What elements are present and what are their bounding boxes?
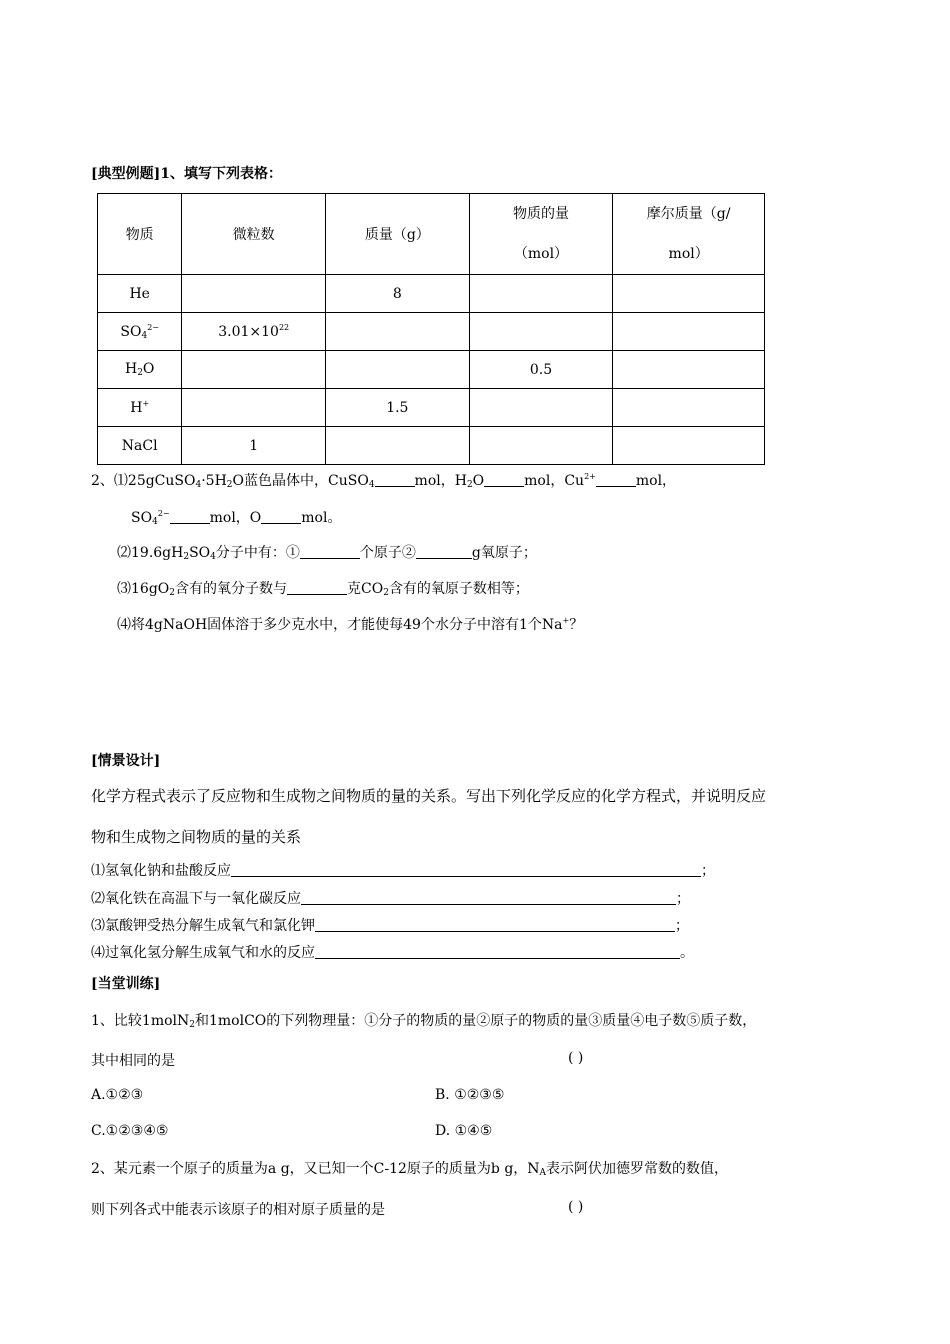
answer-blank[interactable] [596, 472, 636, 487]
table-row [98, 313, 765, 351]
answer-blank[interactable] [170, 509, 210, 524]
answer-blank[interactable] [300, 544, 360, 559]
q2-part2: $⑵19.6gH_2SO_4$分子中有：① 个原子② g氧原子； [117, 545, 537, 562]
practice-q1-line2: 其中相同的是 [91, 1053, 175, 1069]
table-row [98, 427, 765, 465]
answer-blank[interactable] [375, 472, 415, 487]
q2-part1-line1: 2、$⑴25gCuSO_4\cdot 5H_2O$蓝色晶体中，CuSO$_4$ mol，$H_2O$ mol，$Cu^{2+}$ mol， [91, 472, 677, 490]
cell-molar [613, 389, 765, 427]
cell-moles [469, 389, 613, 427]
equation-blank[interactable] [315, 917, 675, 932]
answer-blank[interactable] [484, 472, 524, 487]
practice-q2-line1: 2、某元素一个原子的质量为a g，又已知一个C-12原子的质量为b g，$N_A$表示阿伏加德罗常数的数值， [91, 1161, 729, 1178]
cell-mass [326, 427, 470, 465]
cell-substance: H+ [98, 389, 182, 427]
header-particles: 微粒数 [182, 194, 326, 275]
table-header-row [98, 194, 765, 275]
practice-heading: [当堂训练] [91, 976, 161, 992]
answer-paren[interactable]: ( ) [568, 1050, 584, 1066]
option-b[interactable]: B. ①②③⑤ [435, 1087, 505, 1103]
scenario-item-1: ⑴氢氧化钠和盐酸反应 ； [91, 863, 715, 879]
cell-substance: $H_2O$ [98, 351, 182, 389]
option-c[interactable]: C.①②③④⑤ [91, 1123, 169, 1139]
option-a[interactable]: A.①②③ [91, 1087, 144, 1103]
equation-blank[interactable] [301, 890, 676, 905]
scenario-heading: [情景设计] [91, 753, 161, 769]
cell-moles [469, 275, 613, 313]
cell-molar [613, 275, 765, 313]
cell-mass: 8 [326, 275, 470, 313]
q2-part3: $⑶16gO_2$含有的氧分子数与 克$CO_2$含有的氧原子数相等； [117, 581, 529, 598]
answer-blank[interactable] [287, 580, 347, 595]
scenario-item-3: ⑶氯酸钾受热分解生成氧气和氯化钾 ； [91, 918, 689, 934]
header-moles: 物质的量 （mol） [469, 194, 613, 275]
scenario-item-2: ⑵氧化铁在高温下与一氧化碳反应 ； [91, 891, 690, 907]
cell-molar [613, 313, 765, 351]
cell-mass [326, 313, 470, 351]
example-table [97, 193, 765, 465]
cell-moles [469, 313, 613, 351]
cell-substance: NaCl [98, 427, 182, 465]
cell-moles [469, 427, 613, 465]
header-substance: 物质 [98, 194, 182, 275]
cell-substance: $SO_4^{2-}$ [98, 313, 182, 351]
cell-molar [613, 427, 765, 465]
practice-q2-line2: 则下列各式中能表示该原子的相对原子质量的是 [91, 1202, 385, 1218]
cell-particles [182, 275, 326, 313]
cell-moles: 0.5 [469, 351, 613, 389]
q2-part4: ⑷将4gNaOH固体溶于多少克水中，才能使每49个水分子中溶有1个Na+？ [117, 616, 584, 633]
cell-particles [182, 389, 326, 427]
cell-particles: 1 [182, 427, 326, 465]
equation-blank[interactable] [315, 944, 680, 959]
answer-blank[interactable] [416, 544, 472, 559]
answer-paren[interactable]: ( ) [568, 1199, 584, 1215]
cell-particles [182, 351, 326, 389]
scenario-text-line1: 化学方程式表示了反应物和生成物之间物质的量的关系。写出下列化学反应的化学方程式，并说明反应 [91, 787, 767, 805]
cell-mass [326, 351, 470, 389]
table-row [98, 351, 765, 389]
header-mass: 质量（g） [326, 194, 470, 275]
table-row [98, 389, 765, 427]
cell-particles: $3.01\times 10^{22}$ [182, 313, 326, 351]
cell-substance: He [98, 275, 182, 313]
practice-q1-line1: 1、比较1molN$_2$和1molCO的下列物理量：①分子的物质的量②原子的物质的量③质量④电子数⑤质子数， [91, 1013, 757, 1030]
equation-blank[interactable] [231, 862, 701, 877]
header-molar-mass: 摩尔质量（g/ mol） [613, 194, 765, 275]
scenario-item-4: ⑷过氧化氢分解生成氧气和水的反应 。 [91, 945, 694, 961]
option-d[interactable]: D. ①④⑤ [435, 1123, 493, 1139]
scenario-text-line2: 物和生成物之间物质的量的关系 [91, 828, 302, 846]
table-row [98, 275, 765, 313]
cell-molar [613, 351, 765, 389]
q2-part1-line2: $SO_4^{2-}$ mol，O mol。 [131, 509, 342, 527]
answer-blank[interactable] [261, 509, 301, 524]
cell-mass: 1.5 [326, 389, 470, 427]
example-heading: [典型例题]1、填写下列表格： [91, 166, 282, 182]
